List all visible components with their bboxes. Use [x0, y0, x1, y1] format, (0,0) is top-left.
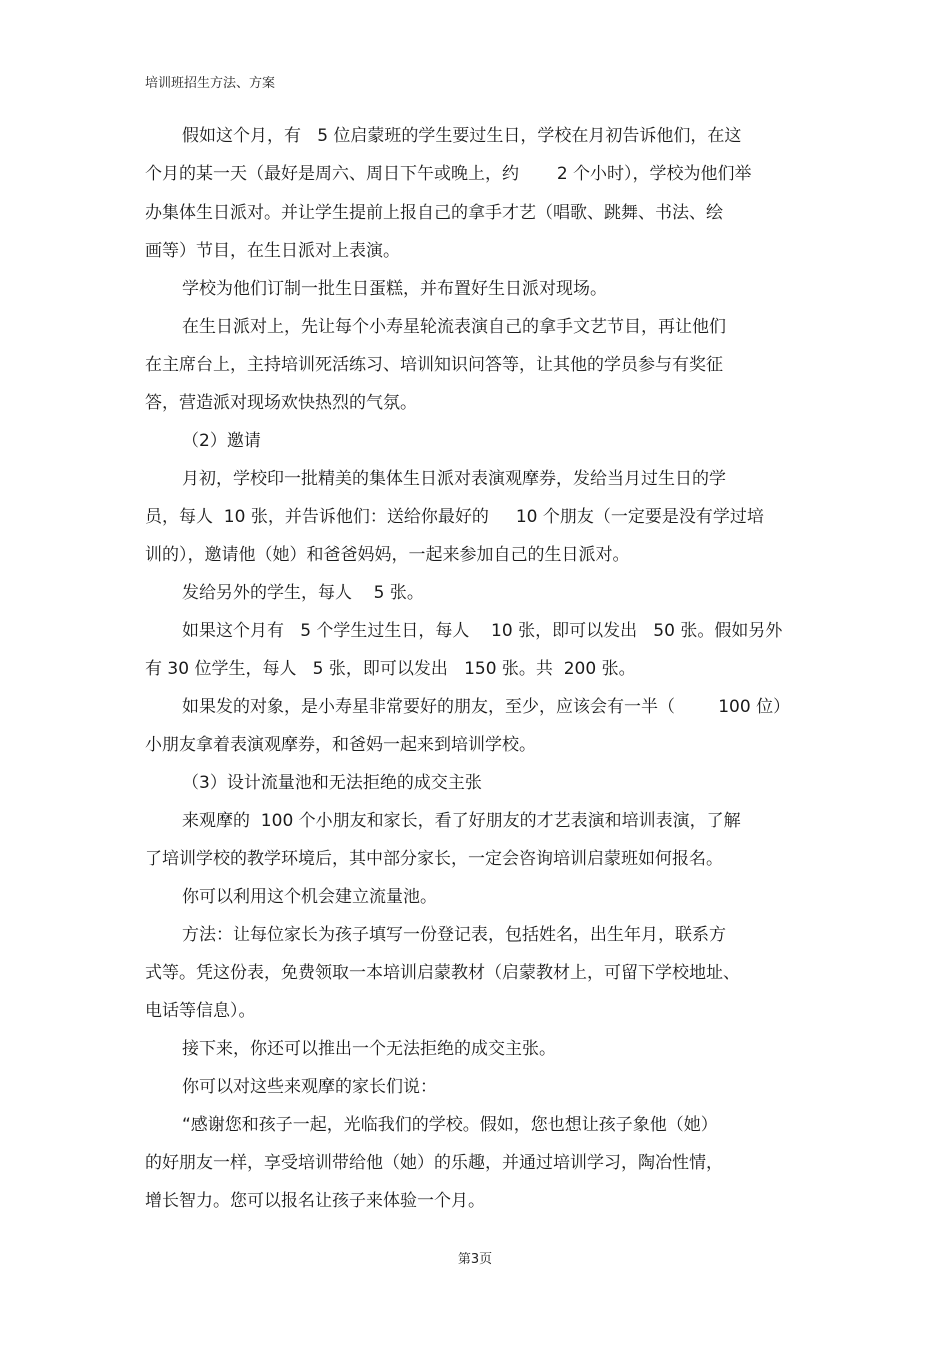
paragraph-line: 你可以对这些来观摩的家长们说： — [182, 1077, 437, 1097]
paragraph-line: 发给另外的学生，每人 5 张。 — [182, 583, 424, 603]
paragraph-line: 办集体生日派对。并让学生提前上报自己的拿手才艺（唱歌、跳舞、书法、绘 — [145, 203, 723, 223]
paragraph-line: 有 30 位学生，每人 5 张，即可以发出 150 张。共 200 张。 — [145, 659, 636, 679]
paragraph-line: 接下来，你还可以推出一个无法拒绝的成交主张。 — [182, 1039, 556, 1059]
paragraph-line: 小朋友拿着表演观摩券，和爸妈一起来到培训学校。 — [145, 735, 536, 755]
paragraph-line: 你可以利用这个机会建立流量池。 — [182, 887, 437, 907]
paragraph-line: 增长智力。您可以报名让孩子来体验一个月。 — [145, 1191, 485, 1211]
paragraph-line: 如果发的对象，是小寿星非常要好的朋友，至少，应该会有一半（ 100 位） — [182, 697, 791, 717]
paragraph-line: 员，每人 10 张，并告诉他们：送给你最好的 10 个朋友（一定要是没有学过培 — [145, 507, 764, 527]
paragraph-line: 式等。凭这份表，免费领取一本培训启蒙教材（启蒙教材上，可留下学校地址、 — [145, 963, 740, 983]
paragraph-line: 电话等信息）。 — [145, 1001, 256, 1021]
paragraph-line: 在生日派对上，先让每个小寿星轮流表演自己的拿手文艺节目，再让他们 — [182, 317, 726, 337]
paragraph-line: 如果这个月有 5 个学生过生日，每人 10 张，即可以发出 50 张。假如另外 — [182, 621, 783, 641]
paragraph-line: 答，营造派对现场欢快热烈的气氛。 — [145, 393, 417, 413]
paragraph-line: 月初，学校印一批精美的集体生日派对表演观摩券，发给当月过生日的学 — [182, 469, 726, 489]
paragraph-line: 训的），邀请他（她）和爸爸妈妈，一起来参加自己的生日派对。 — [145, 545, 630, 565]
paragraph-line: 了培训学校的教学环境后，其中部分家长，一定会咨询培训启蒙班如何报名。 — [145, 849, 723, 869]
paragraph-line: 假如这个月，有 5 位启蒙班的学生要过生日，学校在月初告诉他们，在这 — [182, 126, 742, 146]
paragraph-line: 学校为他们订制一批生日蛋糕，并布置好生日派对现场。 — [182, 279, 607, 299]
paragraph-line: “感谢您和孩子一起，光临我们的学校。假如，您也想让孩子象他（她） — [182, 1115, 718, 1135]
paragraph-line: 来观摩的 100 个小朋友和家长，看了好朋友的才艺表演和培训表演，了解 — [182, 811, 741, 831]
section-heading: （2）邀请 — [182, 431, 261, 451]
page-header: 培训班招生方法、方案 — [145, 76, 276, 91]
paragraph-line: 在主席台上，主持培训死活练习、培训知识问答等，让其他的学员参与有奖征 — [145, 355, 723, 375]
page-number: 第3页 — [457, 1252, 493, 1267]
paragraph-line: 画等）节目，在生日派对上表演。 — [145, 241, 400, 261]
paragraph-line: 方法：让每位家长为孩子填写一份登记表，包括姓名，出生年月，联系方 — [182, 925, 726, 945]
paragraph-line: 个月的某一天（最好是周六、周日下午或晚上，约 2 个小时），学校为他们举 — [145, 164, 752, 184]
section-heading: （3）设计流量池和无法拒绝的成交主张 — [182, 773, 482, 793]
paragraph-line: 的好朋友一样，享受培训带给他（她）的乐趣，并通过培训学习，陶冶性情， — [145, 1153, 723, 1173]
